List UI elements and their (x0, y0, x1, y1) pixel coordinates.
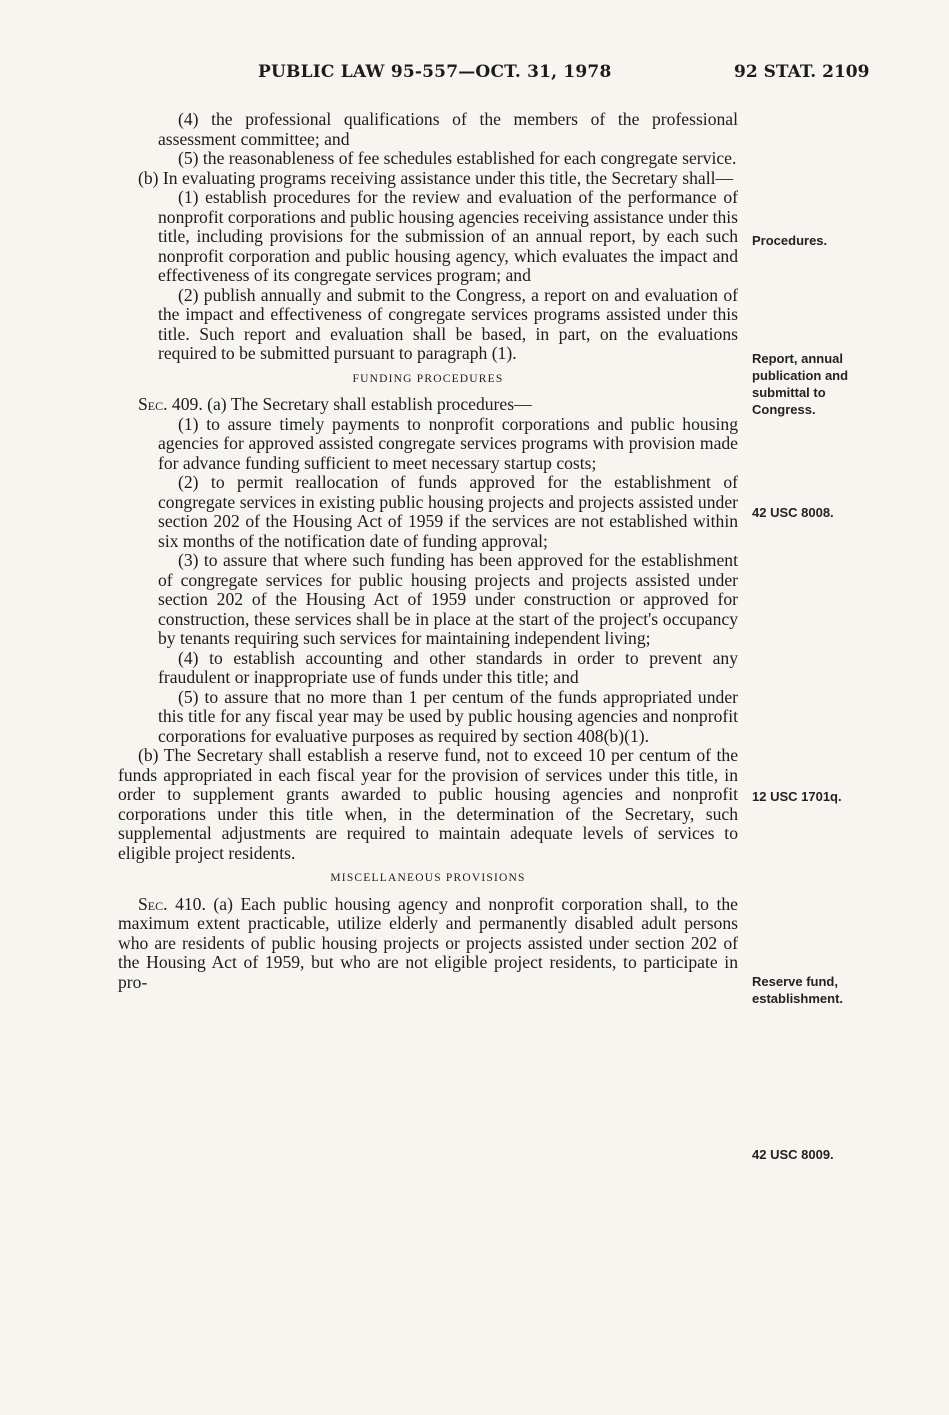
margin-note-line: publication and (752, 368, 849, 383)
paragraph-409-a4: (4) to establish accounting and other standards in order to prevent any fraudulent or inappropriate use of funds under this title; and (158, 647, 738, 687)
paragraph-409-a1: (1) to assure timely payments to nonprofit corporations and public housing agencies for approved assisted congregate services programs with provision made for advance funding sufficient to meet necessary startup costs; (158, 413, 738, 473)
paragraph-b2: (2) publish annually and submit to the Congress, a report on and evaluation of the impact and effectiveness of congregate services programs assisted under this title. Such report and evaluation shall be based, in part, on the evaluations required to be submitted pursuant to paragraph (1). (158, 284, 738, 363)
paragraph-409-b: (b) The Secretary shall establish a reserve fund, not to exceed 10 per centum of the funds appropriated in each fiscal year for the provision of services under this title, in order to supplement grants awarded to public housing agencies and nonprofit corporations under this title when, in the determination of the Secretary, such supplemental adjustments are required to maintain adequate levels of services to eligible project residents. (118, 745, 738, 863)
margin-note-usc-8008: 42 USC 8008. (752, 505, 834, 520)
margin-note-line: establishment. (752, 991, 844, 1006)
section-410-intro (118, 895, 738, 993)
section-heading-misc: MISCELLANEOUS PROVISIONS (330, 872, 526, 884)
paragraph-b: (b) In evaluating programs receiving assistance under this title, the Secretary shall— (138, 167, 734, 188)
margin-note-usc-8009: 42 USC 8009. (752, 1147, 834, 1162)
margin-note-line: Congress. (752, 402, 816, 417)
section-label: Sec. (138, 394, 168, 414)
paragraph-a5: (5) the reasonableness of fee schedules established for each congregate service. (178, 148, 737, 168)
margin-note-line: Report, annual (752, 351, 844, 366)
margin-note-usc-1701q: 12 USC 1701q. (752, 789, 842, 804)
margin-note-report (752, 350, 848, 418)
header-title: PUBLIC LAW 95-557—OCT. 31, 1978 (258, 62, 612, 82)
margin-note-reserve-fund (752, 973, 843, 1007)
margin-note-line: submittal to (752, 385, 826, 400)
margin-note-procedures: Procedures. (752, 233, 828, 248)
paragraph-409-a5: (5) to assure that no more than 1 per centum of the funds appropriated under this title for any fiscal year may be used by public housing agencies and nonprofit corporations for evaluative purposes as required by section 408(b)(1). (158, 686, 738, 746)
section-409-intro (118, 395, 738, 415)
paragraph-b1: (1) establish procedures for the review and evaluation of the performance of nonprofit corporations and public housing agencies receiving assistance under this title, including provisions for the submission of an annual report, by each such nonprofit corporation and public housing agency, which evaluates the impact and effectiveness of its congregate services program; and (158, 187, 738, 285)
header-stat: 92 STAT. 2109 (734, 62, 870, 82)
section-410-text: 410. (a) Each public housing agency and nonprofit corporation shall, to the maximum extent practicable, utilize elderly and permanently disabled adult persons who are residents of public housing projects or projects assisted under section 202 of the Housing Act of 1959, but who are not eligible project residents, to participate in pro- (118, 893, 738, 992)
page-header (0, 62, 949, 88)
section-heading-funding: FUNDING PROCEDURES (352, 372, 504, 385)
margin-note-line: Reserve fund, (752, 974, 838, 989)
section-label: Sec. (138, 893, 168, 914)
section-409-text: 409. (a) The Secretary shall establish procedures— (167, 394, 532, 414)
paragraph-a4: (4) the professional qualifications of the members of the professional assessment committee; and (158, 109, 738, 149)
paragraph-409-a3: (3) to assure that where such funding has been approved for the establishment of congregate services for public housing projects and projects assisted under section 202 of the Housing Act of 1959 under construction or approved for construction, these services shall be in place at the start of the project's occupancy by tenants requiring such services for maintaining independent living; (158, 550, 738, 648)
body-text (118, 110, 738, 992)
paragraph-409-a2: (2) to permit reallocation of funds approved for the establishment of congregate services in existing public housing projects and projects assisted under section 202 of the Housing Act of 1959 if the services are not established within six months of the notification date of funding approval; (158, 472, 738, 551)
